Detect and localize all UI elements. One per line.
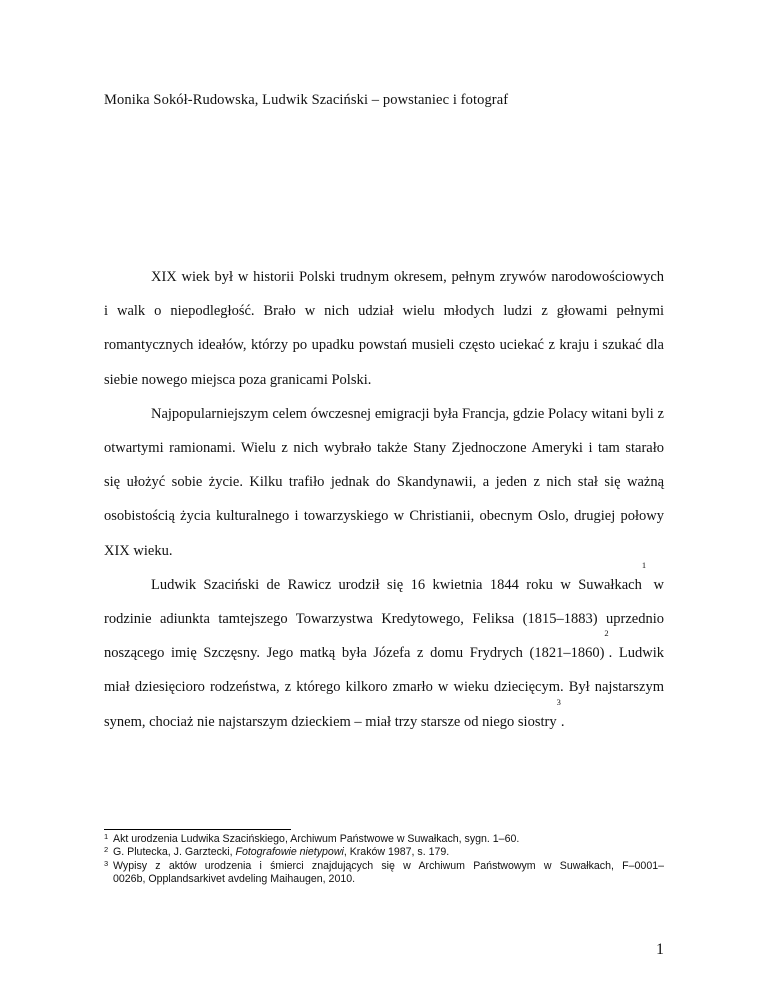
text-line xyxy=(104,696,664,739)
text-line: miał dziesięcioro rodzeństwa, z którego kilkoro zmarło w wieku dziecięcym. Był najstarszym xyxy=(104,679,664,696)
footnote-book-title: Fotografowie nietypowi xyxy=(235,846,344,859)
text-line: XIX wiek był w historii Polski trudnym okresem, pełnym zrywów narodowościowych xyxy=(151,269,664,285)
body-text xyxy=(104,260,664,739)
text-line: otwartymi ramionami. Wielu z nich wybrało także Stany Zjednoczone Ameryki i tam starało xyxy=(104,440,664,457)
text-line xyxy=(104,559,664,602)
text-line: osobistością życia kulturalnego i towarzyskiego w Christianii, obecnym Oslo, drugiej połowy xyxy=(104,508,664,525)
footnote-line: 0026b, Opplandsarkivet avdeling Maihaugen, 2010. xyxy=(113,873,356,886)
footnote-number: 2 xyxy=(104,845,109,855)
text-line: siebie nowego miejsca poza granicami Polski. xyxy=(104,371,372,388)
footnote-text: Akt urodzenia Ludwika Szacińskiego, Archiwum Państwowe w Suwałkach, sygn. 1–60. xyxy=(113,833,520,845)
footnote-text: G. Plutecka, J. Garztecki, xyxy=(113,846,236,859)
line-text: . Ludwik xyxy=(608,645,664,662)
footnote-number: 1 xyxy=(104,832,109,841)
running-header: Monika Sokół-Rudowska, Ludwik Szaciński – powstaniec i fotograf xyxy=(104,92,509,108)
text-line xyxy=(104,628,664,670)
text-line: XIX wieku. xyxy=(104,542,173,559)
text-line: i walk o niepodległość. Brało w nich udział wielu młodych ludzi z głowami pełnymi xyxy=(104,303,664,320)
footnotes xyxy=(104,833,664,887)
line-text: synem, chociaż nie najstarszym dzieckiem – miał trzy starsze od niego siostry xyxy=(104,713,557,730)
page-number: 1 xyxy=(656,941,664,958)
text-line: się ułożyć sobie życie. Kilku trafiło jednak do Skandynawii, a jeden z nich stał się ważną xyxy=(104,474,664,491)
text-line: Najpopularniejszym celem ówczesnej emigracji była Francja, gdzie Polacy witani byli z xyxy=(151,405,664,422)
footnote-1 xyxy=(104,833,664,846)
line-text: . xyxy=(560,713,565,730)
footnote-ref-1[interactable]: 1 xyxy=(641,559,647,570)
text-line: romantycznych ideałów, którzy po upadku powstań musieli często uciekać z kraju i szukać dla xyxy=(104,337,664,354)
paragraph-2 xyxy=(104,397,664,568)
paragraph-3 xyxy=(104,559,664,739)
paragraph-1 xyxy=(104,260,664,397)
text-line: rodzinie adiunkta tamtejszego Towarzystwa Kredytowego, Feliksa (1815–1883) uprzednio xyxy=(104,611,664,628)
footnote-number: 3 xyxy=(104,858,109,868)
footnote-3 xyxy=(104,860,664,887)
line-text: noszącego imię Szczęsny. Jego matką była Józefa z domu Frydrych (1821–1860) xyxy=(104,645,605,662)
footnote-ref-3[interactable]: 3 xyxy=(556,696,561,707)
footnote-separator xyxy=(104,829,291,830)
line-text: w xyxy=(646,576,664,593)
footnote-ref-2[interactable]: 2 xyxy=(604,628,609,639)
footnote-2 xyxy=(104,846,664,859)
footnote-line: Wypisy z aktów urodzenia i śmierci znajdujących się w Archiwum Państwowym w Suwałkach, F–0001– xyxy=(113,859,664,872)
line-text: Ludwik Szaciński de Rawicz urodził się 16 kwietnia 1844 roku w Suwałkach xyxy=(151,576,642,593)
footnote-text: , Kraków 1987, s. 179. xyxy=(343,846,450,859)
